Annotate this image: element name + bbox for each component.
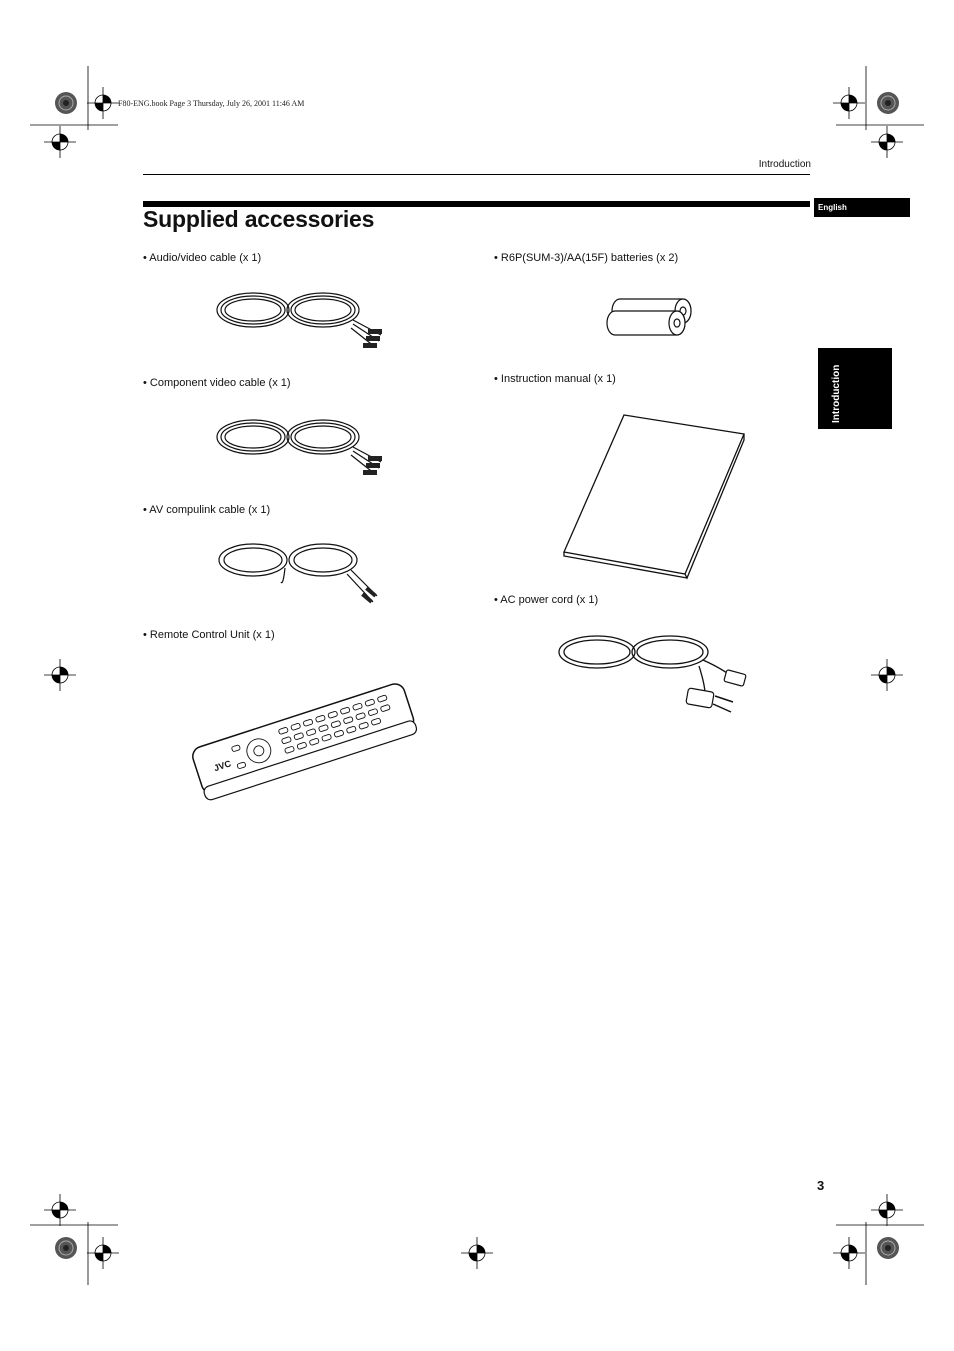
batteries-illustration: [605, 293, 700, 343]
color-bar-icon: [876, 1236, 900, 1260]
registration-target-icon: [867, 655, 907, 695]
registration-target-icon: [867, 1190, 907, 1230]
registration-target-icon: [83, 1233, 123, 1273]
component-cable-illustration: [213, 412, 388, 482]
accessory-label-power-cord: • AC power cord (x 1): [494, 594, 599, 606]
color-bar-icon: [54, 1236, 78, 1260]
power-cord-illustration: [555, 630, 755, 720]
compulink-cable-illustration: [215, 538, 390, 608]
registration-target-icon: [829, 1233, 869, 1273]
remote-control-illustration: [186, 665, 416, 805]
language-tab: English: [814, 198, 910, 217]
color-bar-icon: [876, 91, 900, 115]
accessory-label-manual: • Instruction manual (x 1): [494, 373, 616, 385]
remote-brand-logo: JVC: [212, 758, 233, 774]
manual-illustration: [560, 412, 750, 577]
registration-target-icon: [867, 122, 907, 162]
accessory-label-compulink-cable: • AV compulink cable (x 1): [143, 504, 271, 516]
chapter-tab-label: Introduction: [831, 364, 842, 423]
registration-target-icon: [40, 122, 80, 162]
accessory-label-remote: • Remote Control Unit (x 1): [143, 629, 275, 641]
page-number: 3: [817, 1178, 825, 1193]
accessory-label-av-cable: • Audio/video cable (x 1): [143, 252, 262, 264]
registration-target-icon: [40, 1190, 80, 1230]
registration-target-icon: [40, 655, 80, 695]
chapter-tab: [818, 348, 892, 429]
color-bar-icon: [54, 91, 78, 115]
page-title: Supplied accessories: [143, 206, 375, 232]
accessory-label-batteries: • R6P(SUM-3)/AA(15F) batteries (x 2): [494, 252, 679, 264]
accessory-label-component-cable: • Component video cable (x 1): [143, 377, 291, 389]
registration-target-icon: [829, 83, 869, 123]
registration-target-icon: [457, 1233, 497, 1273]
registration-target-icon: [83, 83, 123, 123]
header-rule: [143, 174, 810, 175]
av-cable-illustration: [213, 285, 388, 355]
file-info: F80-ENG.book Page 3 Thursday, July 26, 2001 11:46 AM: [118, 99, 305, 108]
section-header: Introduction: [758, 159, 811, 170]
